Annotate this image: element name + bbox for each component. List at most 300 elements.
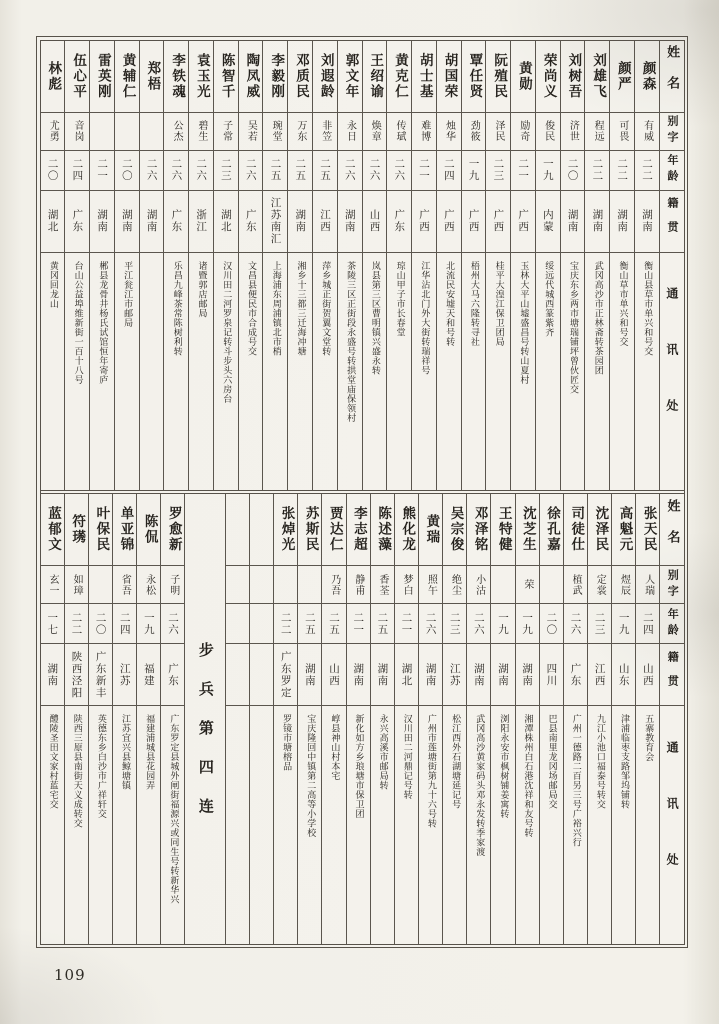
age-cell (65, 604, 88, 644)
person-column (386, 41, 411, 491)
address-cell (298, 706, 321, 944)
courtesy-name-cell (412, 113, 436, 151)
age-cell (65, 151, 89, 191)
native-place-cell (610, 191, 634, 253)
age-cell (443, 604, 466, 644)
person-native-place: 湖南 (521, 662, 534, 687)
native-place-cell (371, 644, 394, 706)
courtesy-name-cell (419, 566, 442, 604)
native-place-cell (585, 191, 609, 253)
name-cell (610, 41, 634, 113)
name-cell (636, 494, 659, 566)
courtesy-name-cell (41, 113, 65, 151)
name-cell (298, 494, 321, 566)
address-cell (41, 706, 64, 944)
person-column (485, 41, 510, 491)
person-native-place: 湖南 (566, 209, 579, 233)
age-cell (298, 604, 321, 644)
person-age: 二二 (70, 611, 83, 636)
native-place-cell (313, 191, 337, 253)
person-native-place: 湖南 (343, 209, 356, 233)
person-age: 年龄 (665, 154, 679, 186)
address-cell (288, 253, 312, 491)
person-native-place: 广西 (442, 209, 455, 233)
person-courtesy-name: 植武 (570, 573, 582, 596)
person-name: 符璓 (69, 514, 86, 545)
person-age: 一九 (497, 611, 510, 636)
age-cell (250, 604, 273, 644)
person-address: 玉林大平山墟盛昌号转山夏村 (518, 260, 529, 384)
person-native-place: 江苏 (118, 662, 131, 687)
person-native-place: 广西 (467, 209, 480, 233)
name-cell (491, 494, 514, 566)
courtesy-name-cell (660, 113, 684, 151)
address-cell (214, 253, 238, 491)
address-cell (660, 253, 684, 491)
person-name: 胡士基 (416, 52, 433, 100)
person-name: 刘遐龄 (317, 52, 334, 100)
person-name: 覃任贤 (466, 52, 483, 100)
person-name: 黄辅仁 (119, 52, 136, 100)
native-place-cell (89, 644, 112, 706)
page-number: 109 (54, 966, 86, 984)
address-cell (274, 706, 297, 944)
courtesy-name-cell (214, 113, 238, 151)
native-place-cell (90, 191, 114, 253)
address-cell (412, 253, 436, 491)
person-column (188, 41, 213, 491)
native-place-cell (467, 644, 490, 706)
person-age: 二五 (328, 611, 341, 636)
person-age: 二三 (492, 158, 505, 182)
person-address: 广州一德路二百另三号广裕兴行 (570, 714, 581, 847)
courtesy-name-cell (636, 566, 659, 604)
person-name: 张焯光 (278, 506, 295, 553)
native-place-cell (486, 191, 510, 253)
name-cell (89, 494, 112, 566)
person-age: 二二 (591, 158, 604, 182)
person-column (89, 41, 114, 491)
native-place-cell (164, 191, 188, 253)
person-column (370, 494, 394, 944)
person-age: 一九 (541, 158, 554, 182)
person-age: 二三 (448, 611, 461, 636)
person-courtesy-name: 别字 (665, 115, 679, 147)
person-address: 广东罗定县城外闸街福源兴或同生号转新华兴 (168, 714, 179, 904)
courtesy-name-cell (561, 113, 585, 151)
courtesy-name-cell (41, 566, 64, 604)
name-cell (239, 41, 263, 113)
person-age: 二六 (343, 158, 356, 182)
person-courtesy-name: 有威 (641, 120, 653, 142)
person-column (273, 494, 297, 944)
person-courtesy-name: 子明 (167, 573, 179, 596)
address-cell (585, 253, 609, 491)
age-cell (660, 151, 684, 191)
person-address: 汉川田二河鼎记号转 (401, 714, 412, 800)
person-column (346, 494, 370, 944)
person-address: 郴县龙骨井杨氏试馆恒年寄庐 (97, 260, 108, 384)
person-name: 黄瑞 (423, 514, 440, 545)
person-address: 新化如方乡琅塘市保卫团 (353, 714, 364, 819)
person-column (609, 41, 634, 491)
person-address: 茶陵三区正街段永盛号转拱堂庙保领村 (345, 260, 356, 422)
person-name: 王绍谕 (367, 52, 384, 100)
age-cell (226, 604, 249, 644)
person-native-place: 山西 (641, 662, 654, 687)
person-address: 岚县第三区曹明镇兴盛永转 (369, 260, 380, 375)
person-address: 浏阳永安市枫树铺姜寓转 (498, 714, 509, 819)
age-cell (636, 604, 659, 644)
person-age: 二一 (517, 158, 530, 182)
name-cell (660, 494, 683, 566)
address-cell (636, 706, 659, 944)
person-native-place: 湖南 (640, 209, 653, 233)
address-cell (363, 253, 387, 491)
age-cell (113, 604, 136, 644)
person-native-place: 山西 (328, 662, 341, 687)
native-place-cell (588, 644, 611, 706)
name-cell (516, 494, 539, 566)
person-native-place: 湖北 (400, 662, 413, 687)
courtesy-name-cell (564, 566, 587, 604)
native-place-cell (443, 644, 466, 706)
person-courtesy-name: 梦白 (401, 573, 413, 596)
address-cell (161, 706, 184, 944)
native-place-cell (491, 644, 514, 706)
person-age: 二二 (279, 611, 292, 636)
person-native-place: 江苏 (448, 662, 461, 687)
courtesy-name-cell (164, 113, 188, 151)
person-courtesy-name: 如璋 (71, 573, 83, 596)
person-address: 江苏宜兴县鲸塘镇 (120, 714, 131, 790)
person-address: 诸暨郭店邮局 (196, 260, 207, 318)
age-cell (536, 151, 560, 191)
native-place-cell (140, 191, 164, 253)
person-column (297, 494, 321, 944)
age-cell (561, 151, 585, 191)
person-column (563, 494, 587, 944)
age-cell (137, 604, 160, 644)
person-age: 二六 (569, 611, 582, 636)
address-cell (313, 253, 337, 491)
person-age: 二六 (424, 611, 437, 636)
person-courtesy-name: 静甫 (352, 573, 364, 596)
person-address: 罗镜市塘榕品 (281, 714, 292, 771)
person-column (112, 494, 136, 944)
age-cell (347, 604, 370, 644)
courtesy-name-cell (65, 566, 88, 604)
address-cell (263, 253, 287, 491)
person-column (312, 41, 337, 491)
address-cell (486, 253, 510, 491)
person-column (539, 494, 563, 944)
person-address: 湘潭株州白石港沈祥和友号转 (522, 714, 533, 838)
header-column (659, 494, 683, 944)
person-column (160, 494, 184, 944)
courtesy-name-cell (113, 566, 136, 604)
address-cell (65, 253, 89, 491)
courtesy-name-cell (511, 113, 535, 151)
person-column (262, 41, 287, 491)
person-courtesy-name: 定裳 (594, 573, 606, 596)
person-column (634, 41, 659, 491)
person-age: 二六 (170, 158, 183, 182)
courtesy-name-cell (347, 566, 370, 604)
person-courtesy-name: 煜辰 (618, 573, 630, 596)
person-column (362, 41, 387, 491)
person-native-place: 湖南 (120, 209, 133, 233)
person-age: 二四 (641, 611, 654, 636)
address-cell (610, 253, 634, 491)
age-cell (660, 604, 683, 644)
native-place-cell (113, 644, 136, 706)
age-cell (516, 604, 539, 644)
native-place-cell (612, 644, 635, 706)
address-cell (250, 706, 273, 944)
age-cell (161, 604, 184, 644)
person-native-place: 湖南 (497, 662, 510, 687)
person-age: 二六 (244, 158, 257, 182)
person-column (635, 494, 659, 944)
person-name: 司徒仕 (568, 506, 585, 553)
address-cell (347, 706, 370, 944)
native-place-cell (561, 191, 585, 253)
name-cell (437, 41, 461, 113)
address-cell (164, 253, 188, 491)
person-name: 李毅刚 (268, 52, 285, 100)
address-cell (612, 706, 635, 944)
person-address: 黄冈回龙山 (47, 260, 58, 308)
native-place-cell (41, 644, 64, 706)
person-native-place: 湖南 (472, 662, 485, 687)
person-native-place: 广东 (170, 209, 183, 233)
native-place-cell (298, 644, 321, 706)
person-name: 单亚锦 (117, 506, 134, 553)
person-courtesy-name: 绝尘 (449, 573, 461, 596)
person-name: 李志超 (350, 506, 367, 553)
name-cell (338, 41, 362, 113)
person-address: 江华沾北门外大街转瑞祥号 (419, 260, 430, 375)
address-cell (140, 253, 164, 491)
person-age: 二一 (418, 158, 431, 182)
person-address: 衡山县草市单兴和号交 (642, 260, 653, 356)
person-name: 贾达仁 (326, 506, 343, 553)
courtesy-name-cell (486, 113, 510, 151)
person-native-place: 湖南 (591, 209, 604, 233)
person-address: 九江小池口福泰号转交 (594, 714, 605, 809)
person-column (88, 494, 112, 944)
address-cell (89, 706, 112, 944)
person-native-place: 广西 (418, 209, 431, 233)
person-native-place: 广东罗定 (279, 650, 292, 699)
name-cell (660, 41, 684, 113)
empty-column (225, 494, 249, 944)
name-cell (161, 494, 184, 566)
person-courtesy-name: 可畏 (616, 120, 628, 142)
person-name: 黄克仁 (392, 52, 409, 100)
address-cell (322, 706, 345, 944)
person-address: 平江瓮江市邮局 (122, 260, 133, 327)
person-courtesy-name: 省吾 (119, 573, 131, 596)
native-place-cell (536, 191, 560, 253)
person-name: 刘雄飞 (590, 52, 607, 100)
name-cell (462, 41, 486, 113)
person-courtesy-name: 劲筱 (468, 120, 480, 142)
person-name: 伍心平 (70, 52, 87, 100)
person-native-place: 湖南 (303, 662, 316, 687)
person-column (41, 494, 64, 944)
native-place-cell (274, 644, 297, 706)
address-cell (239, 253, 263, 491)
age-cell (189, 151, 213, 191)
name-cell (65, 494, 88, 566)
person-age: 一七 (46, 611, 59, 636)
person-native-place: 广东 (393, 209, 406, 233)
person-native-place: 湖南 (424, 662, 437, 687)
native-place-cell (635, 191, 659, 253)
person-age: 二一 (96, 158, 109, 182)
address-cell (588, 706, 611, 944)
person-column (411, 41, 436, 491)
person-courtesy-name: 公杰 (171, 120, 183, 142)
name-cell (612, 494, 635, 566)
person-native-place: 湖南 (352, 662, 365, 687)
address-cell (511, 253, 535, 491)
age-cell (585, 151, 609, 191)
address-cell (540, 706, 563, 944)
name-cell (288, 41, 312, 113)
person-column (238, 41, 263, 491)
courtesy-name-cell (161, 566, 184, 604)
age-cell (612, 604, 635, 644)
person-name: 邓质民 (292, 52, 309, 100)
age-cell (610, 151, 634, 191)
name-cell (467, 494, 490, 566)
courtesy-name-cell (250, 566, 273, 604)
person-column (321, 494, 345, 944)
age-cell (90, 151, 114, 191)
person-courtesy-name: 照午 (425, 573, 437, 596)
person-column (515, 494, 539, 944)
native-place-cell (226, 644, 249, 706)
native-place-cell (322, 644, 345, 706)
person-address: 乐昌九峰茶常陈树利转 (171, 260, 182, 356)
person-name: 吴宗俊 (447, 506, 464, 553)
courtesy-name-cell (536, 113, 560, 151)
person-name: 刘树吾 (565, 52, 582, 100)
courtesy-name-cell (90, 113, 114, 151)
name-cell (164, 41, 188, 113)
age-cell (511, 151, 535, 191)
address-cell (387, 253, 411, 491)
person-native-place: 广东 (244, 209, 257, 233)
person-name: 王特健 (495, 506, 512, 553)
age-cell (588, 604, 611, 644)
name-cell (65, 41, 89, 113)
native-place-cell (338, 191, 362, 253)
person-native-place: 福建 (142, 662, 155, 687)
name-cell (113, 494, 136, 566)
name-cell (137, 494, 160, 566)
person-name: 陈述藻 (375, 506, 392, 553)
age-cell (115, 151, 139, 191)
person-age: 二三 (593, 611, 606, 636)
person-name: 黄勋 (515, 60, 532, 92)
person-native-place: 湖南 (294, 209, 307, 233)
person-column (287, 41, 312, 491)
name-cell (585, 41, 609, 113)
name-cell (419, 494, 442, 566)
person-address: 通讯处 (665, 740, 680, 909)
name-cell (486, 41, 510, 113)
person-native-place: 籍贯 (666, 650, 680, 699)
name-cell (536, 41, 560, 113)
person-age: 二一 (400, 611, 413, 636)
person-courtesy-name: 非笠 (319, 120, 331, 142)
age-cell (263, 151, 287, 191)
name-cell (226, 494, 249, 566)
age-cell (437, 151, 461, 191)
person-name: 叶保民 (93, 506, 110, 553)
person-column (337, 41, 362, 491)
age-cell (387, 151, 411, 191)
address-cell (90, 253, 114, 491)
person-address: 湘乡十三都三迁海冲塘 (295, 260, 306, 356)
age-cell (491, 604, 514, 644)
person-native-place: 湖南 (46, 662, 59, 687)
person-native-place: 浙江 (195, 209, 208, 233)
person-native-place: 湖南 (145, 209, 158, 233)
person-name: 陈侃 (141, 514, 158, 545)
person-column (442, 494, 466, 944)
address-cell (443, 706, 466, 944)
age-cell (412, 151, 436, 191)
courtesy-name-cell (585, 113, 609, 151)
person-name: 苏斯民 (302, 506, 319, 553)
native-place-cell (660, 191, 684, 253)
person-age: 二〇 (94, 611, 107, 636)
native-place-cell (437, 191, 461, 253)
person-age: 二五 (376, 611, 389, 636)
person-native-place: 广东 (569, 662, 582, 687)
person-column (139, 41, 164, 491)
person-address: 文昌县便民市合成号交 (246, 260, 256, 356)
address-cell (41, 253, 65, 491)
person-age: 一九 (617, 611, 630, 636)
person-name: 高魁元 (616, 506, 633, 553)
person-address: 津浦临枣支路邹坞铺转 (619, 714, 630, 809)
header-column (659, 41, 684, 491)
courtesy-name-cell (239, 113, 263, 151)
courtesy-name-cell (660, 566, 683, 604)
person-name: 雷英刚 (94, 52, 111, 100)
address-cell (561, 253, 585, 491)
native-place-cell (288, 191, 312, 253)
age-cell (486, 151, 510, 191)
native-place-cell (660, 644, 683, 706)
roster-table-upper (41, 41, 684, 492)
person-name: 姓名 (664, 45, 680, 107)
person-address: 广州市莲塘街第九十六号转 (425, 714, 436, 828)
person-name: 颜严 (614, 60, 631, 92)
name-cell (363, 41, 387, 113)
native-place-cell (239, 191, 263, 253)
person-age: 二四 (118, 611, 131, 636)
person-courtesy-name: 焕章 (369, 120, 381, 142)
age-cell (467, 604, 490, 644)
person-column (611, 494, 635, 944)
